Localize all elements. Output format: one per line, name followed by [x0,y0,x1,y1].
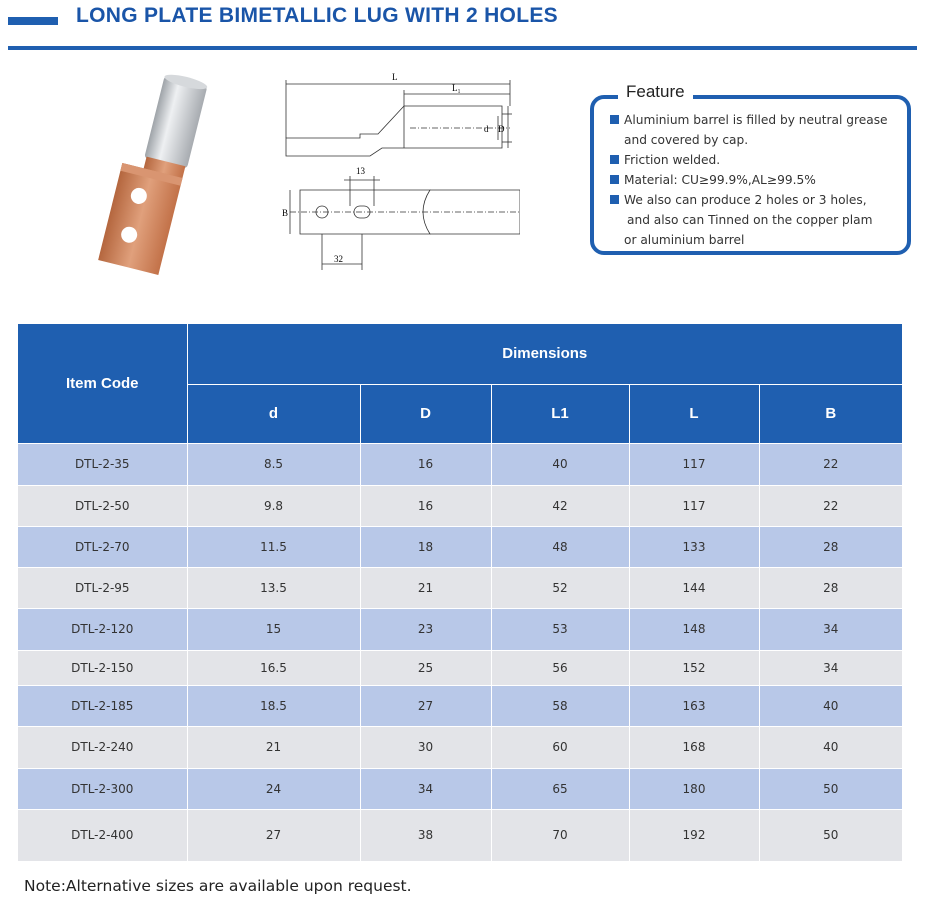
feature-item [610,170,910,190]
feature-item [610,150,910,170]
feature-item-continued [610,130,910,150]
table-cell: 133 [629,526,759,567]
square-bullet-icon [610,115,619,124]
page-title: LONG PLATE BIMETALLIC LUG WITH 2 HOLES [76,4,558,27]
dim-L1: L₁ [452,83,461,93]
table-cell: 117 [629,485,759,526]
table-cell: 40 [491,443,629,485]
table-cell: 18.5 [187,685,360,726]
square-bullet-icon [610,195,619,204]
table-cell: 16 [360,485,491,526]
feature-text: and also can Tinned on the copper plam [627,213,873,227]
table-cell: 16 [360,443,491,485]
table-cell: 144 [629,567,759,608]
column-header-B: B [759,384,902,443]
table-cell: 70 [491,809,629,861]
column-header-D: D [360,384,491,443]
dim-13: 13 [356,166,365,176]
table-cell: 192 [629,809,759,861]
table-cell: 152 [629,650,759,685]
table-cell: 27 [187,809,360,861]
table-row [18,768,902,809]
table-row [18,809,902,861]
table-cell: 21 [360,567,491,608]
item-code-cell: DTL-2-400 [18,809,187,861]
table-row [18,485,902,526]
item-code-cell: DTL-2-150 [18,650,187,685]
feature-text: We also can produce 2 holes or 3 holes, [624,193,867,207]
table-cell: 15 [187,608,360,650]
item-code-cell: DTL-2-185 [18,685,187,726]
table-cell: 53 [491,608,629,650]
table-cell: 13.5 [187,567,360,608]
dim-d: d [484,124,489,134]
table-cell: 9.8 [187,485,360,526]
technical-drawing [280,66,520,276]
table-cell: 40 [759,685,902,726]
table-cell: 27 [360,685,491,726]
column-header-L1: L1 [491,384,629,443]
table-row [18,608,902,650]
table-cell: 42 [491,485,629,526]
feature-item [610,190,910,210]
feature-title: Feature [618,82,693,102]
table-cell: 22 [759,443,902,485]
table-cell: 163 [629,685,759,726]
table-cell: 23 [360,608,491,650]
table-cell: 25 [360,650,491,685]
table-cell: 117 [629,443,759,485]
item-code-cell: DTL-2-240 [18,726,187,768]
table-cell: 34 [759,608,902,650]
table-cell: 50 [759,809,902,861]
table-cell: 148 [629,608,759,650]
table-cell: 8.5 [187,443,360,485]
table-cell: 34 [360,768,491,809]
table-cell: 60 [491,726,629,768]
table-cell: 58 [491,685,629,726]
table-cell: 30 [360,726,491,768]
square-bullet-icon [610,155,619,164]
table-cell: 65 [491,768,629,809]
table-row [18,685,902,726]
table-cell: 18 [360,526,491,567]
column-header-d: d [187,384,360,443]
table-cell: 16.5 [187,650,360,685]
dim-L: L [392,72,398,82]
table-row [18,650,902,685]
feature-text: or aluminium barrel [624,233,745,247]
item-code-cell: DTL-2-50 [18,485,187,526]
footnote: Note:Alternative sizes are available upon request. [24,877,412,895]
column-header-L: L [629,384,759,443]
dim-D: D [498,124,505,134]
header-rule [8,46,917,50]
dimensions-header: Dimensions [187,324,902,384]
item-code-cell: DTL-2-95 [18,567,187,608]
dim-32: 32 [334,254,343,264]
table-cell: 34 [759,650,902,685]
table-cell: 11.5 [187,526,360,567]
item-code-cell: DTL-2-300 [18,768,187,809]
item-code-cell: DTL-2-70 [18,526,187,567]
table-cell: 168 [629,726,759,768]
table-cell: 180 [629,768,759,809]
feature-text: Aluminium barrel is filled by neutral grease [624,113,888,127]
table-cell: 21 [187,726,360,768]
table-cell: 56 [491,650,629,685]
table-cell: 28 [759,567,902,608]
dim-B: B [282,208,289,218]
table-row [18,443,902,485]
feature-list [610,110,910,250]
product-image [78,72,238,282]
item-code-header: Item Code [18,324,187,443]
feature-text: Friction welded. [624,153,721,167]
table-row [18,726,902,768]
item-code-cell: DTL-2-120 [18,608,187,650]
table-row [18,567,902,608]
header-accent-bar [8,17,58,25]
spec-table [18,324,902,862]
feature-text: and covered by cap. [624,133,749,147]
feature-text: Material: CU≥99.9%,AL≥99.5% [624,173,816,187]
table-cell: 38 [360,809,491,861]
table-cell: 52 [491,567,629,608]
feature-item [610,110,910,130]
table-cell: 48 [491,526,629,567]
item-code-cell: DTL-2-35 [18,443,187,485]
table-row [18,526,902,567]
table-cell: 40 [759,726,902,768]
table-cell: 22 [759,485,902,526]
table-cell: 24 [187,768,360,809]
feature-item-continued [610,210,910,230]
table-cell: 50 [759,768,902,809]
feature-item-continued [610,230,910,250]
table-cell: 28 [759,526,902,567]
square-bullet-icon [610,175,619,184]
